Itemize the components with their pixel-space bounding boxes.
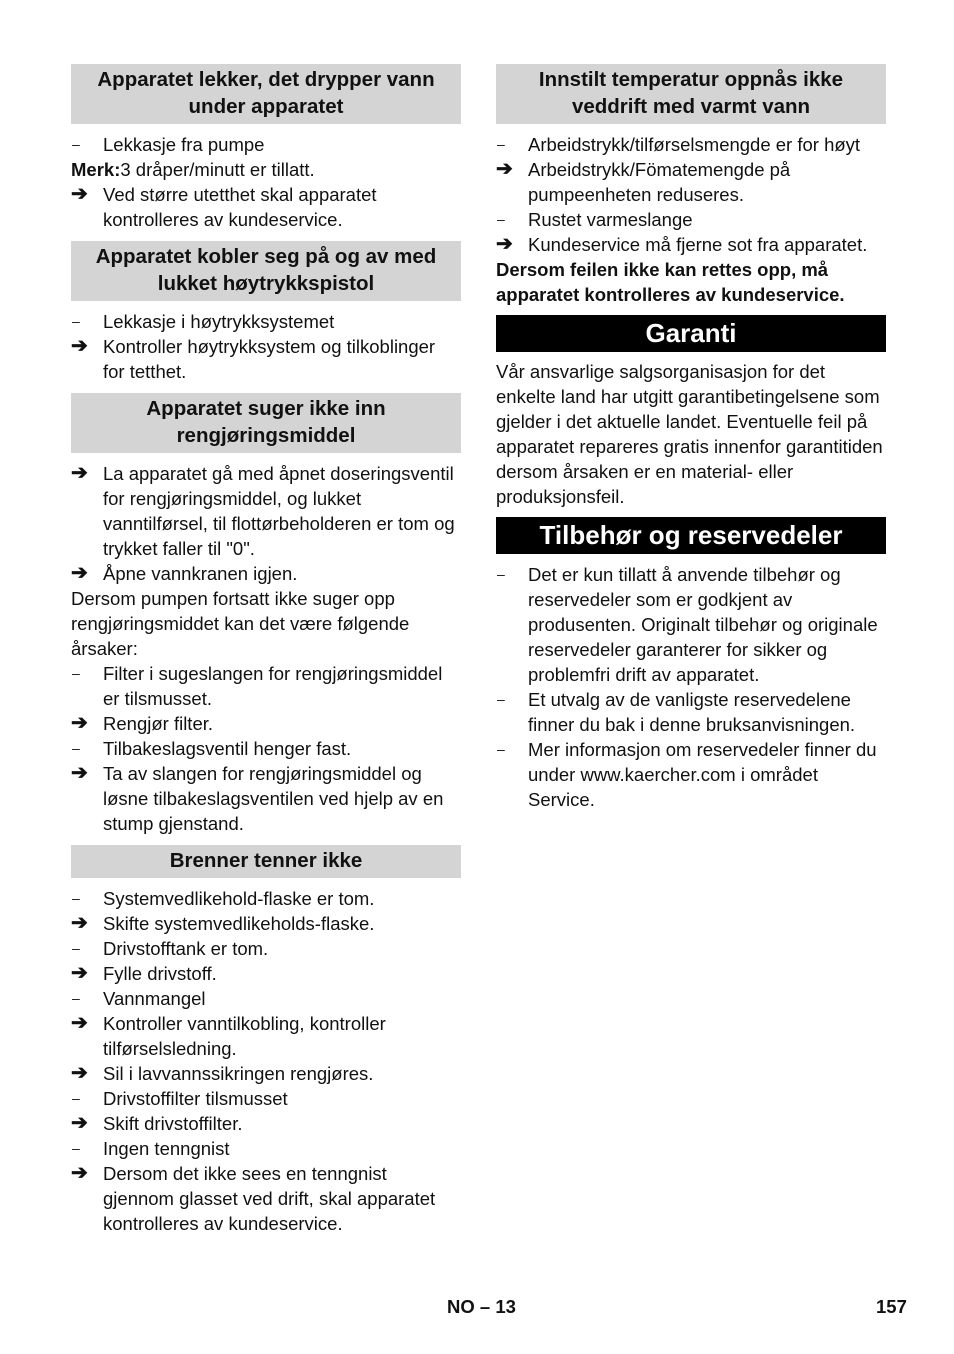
arrow-right-icon: ➔ xyxy=(71,712,88,734)
dash-icon: – xyxy=(72,136,80,152)
dash-icon: – xyxy=(72,313,80,329)
list-item: – Tilbakeslagsventil henger fast. xyxy=(72,738,352,759)
list-item: – Rustet varmeslange xyxy=(497,209,693,230)
list-item: ➔ Ta av slangen for rengjøringsmiddel og løsne tilbakeslagsventilen ved hjelp av en stump gjenstand. xyxy=(71,762,444,834)
arrow-right-icon: ➔ xyxy=(71,183,88,205)
list-item: ➔ Kontroller høytrykksystem og tilkoblinger for tetthet. xyxy=(71,335,436,382)
service-note: Dersom feilen ikke kan rettes opp, må apparatet kontrolleres av kundeservice. xyxy=(496,259,845,305)
list-item: – Filter i sugeslangen for rengjøringsmiddel er tilsmusset. xyxy=(72,663,443,709)
arrow-right-icon: ➔ xyxy=(496,158,513,180)
arrow-right-icon: ➔ xyxy=(71,762,88,784)
footer-language-page: NO – 13 xyxy=(447,1296,516,1317)
arrow-right-icon: ➔ xyxy=(71,912,88,934)
arrow-right-icon: ➔ xyxy=(496,233,513,255)
list-item: ➔ Skifte systemvedlikeholds-flaske. xyxy=(71,912,375,934)
list-item: ➔ Kundeservice må fjerne sot fra apparatet. xyxy=(496,233,868,255)
list-item: – Et utvalg av de vanligste reservedelene finner du bak i denne bruksanvisningen. xyxy=(497,689,856,735)
list-item: ➔ Kontroller vanntilkobling, kontroller tilførselsledning. xyxy=(71,1012,386,1059)
dash-icon: – xyxy=(72,740,80,756)
heading-burner: Brenner tenner ikke xyxy=(71,845,461,878)
list-item: – Ingen tenngnist xyxy=(72,1138,230,1159)
list-item: ➔ Åpne vannkranen igjen. xyxy=(71,562,298,584)
dash-icon: – xyxy=(72,940,80,956)
list-item: ➔ Rengjør filter. xyxy=(71,712,214,734)
list-item: – Systemvedlikehold-flaske er tom. xyxy=(72,888,375,909)
note: Merk:3 dråper/minutt er tillatt. xyxy=(71,159,315,180)
list-item: – Mer informasjon om reservedeler finner du under www.kaercher.com i området Service. xyxy=(497,739,877,810)
dash-icon: – xyxy=(497,741,505,757)
list-item: ➔ Fylle drivstoff. xyxy=(71,962,217,984)
arrow-right-icon: ➔ xyxy=(71,562,88,584)
dash-icon: – xyxy=(72,665,80,681)
heading-tilbehor: Tilbehør og reservedeler xyxy=(496,517,886,554)
dash-icon: – xyxy=(72,1090,80,1106)
list-item: ➔ Sil i lavvannssikringen rengjøres. xyxy=(71,1062,374,1084)
page-number: 157 xyxy=(876,1296,907,1317)
dash-icon: – xyxy=(497,566,505,582)
dash-icon: – xyxy=(497,211,505,227)
list-item: – Arbeidstrykk/tilførselsmengde er for høyt xyxy=(497,134,861,155)
dash-icon: – xyxy=(72,990,80,1006)
paragraph: Dersom pumpen fortsatt ikke suger opp rengjøringsmiddet kan det være følgende årsaker: xyxy=(71,588,410,659)
list-item: ➔ La apparatet gå med åpnet doseringsventil for rengjøringsmiddel, og lukket vanntilførsel, til flottørbeholderen er tom og trykket faller til "0". xyxy=(71,462,455,559)
arrow-right-icon: ➔ xyxy=(71,1162,88,1184)
garanti-text: Vår ansvarlige salgsorganisasjon for det enkelte land har utgitt garantibetingelsene som gjelder i det aktuelle landet. Eventuelle feil på apparatet repareres gratis innenfor garantitiden dersom årsaken er en material- eller produksjonsfeil. xyxy=(496,361,883,507)
list-item: – Drivstoffilter tilsmusset xyxy=(72,1088,288,1109)
arrow-right-icon: ➔ xyxy=(71,1062,88,1084)
arrow-right-icon: ➔ xyxy=(71,462,88,484)
list-item: – Lekkasje i høytrykksystemet xyxy=(72,311,335,332)
list-item: – Lekkasje fra pumpe xyxy=(72,134,265,155)
heading-garanti: Garanti xyxy=(496,315,886,352)
arrow-right-icon: ➔ xyxy=(71,1012,88,1034)
dash-icon: – xyxy=(72,1140,80,1156)
heading-switch: Apparatet kobler seg på og av med lukket høytrykkspistol xyxy=(71,241,461,301)
heading-detergent: Apparatet suger ikke inn rengjøringsmiddel xyxy=(71,393,461,453)
heading-temperature: Innstilt temperatur oppnås ikke veddrift med varmt vann xyxy=(496,64,886,124)
heading-leak: Apparatet lekker, det drypper vann under apparatet xyxy=(71,64,461,124)
arrow-right-icon: ➔ xyxy=(71,1112,88,1134)
left-column xyxy=(71,64,461,1236)
list-item: – Drivstofftank er tom. xyxy=(72,938,269,959)
list-item: – Det er kun tillatt å anvende tilbehør og reservedeler som er godkjent av produsenten. Originalt tilbehør og originale reservedeler garanterer for sikker og problemfri drift av apparatet. xyxy=(497,564,878,685)
dash-icon: – xyxy=(497,136,505,152)
dash-icon: – xyxy=(72,890,80,906)
arrow-right-icon: ➔ xyxy=(71,962,88,984)
right-column xyxy=(496,64,886,812)
list-item: – Vannmangel xyxy=(72,988,206,1009)
list-item: ➔ Ved større utetthet skal apparatet kontrolleres av kundeservice. xyxy=(71,183,377,230)
dash-icon: – xyxy=(497,691,505,707)
list-item: ➔ Skift drivstoffilter. xyxy=(71,1112,243,1134)
list-item: ➔ Dersom det ikke sees en tenngnist gjennom glasset ved drift, skal apparatet kontrolleres av kundeservice. xyxy=(71,1162,436,1234)
list-item: ➔ Arbeidstrykk/Fömatemengde på pumpeenheten reduseres. xyxy=(496,158,791,205)
arrow-right-icon: ➔ xyxy=(71,335,88,357)
